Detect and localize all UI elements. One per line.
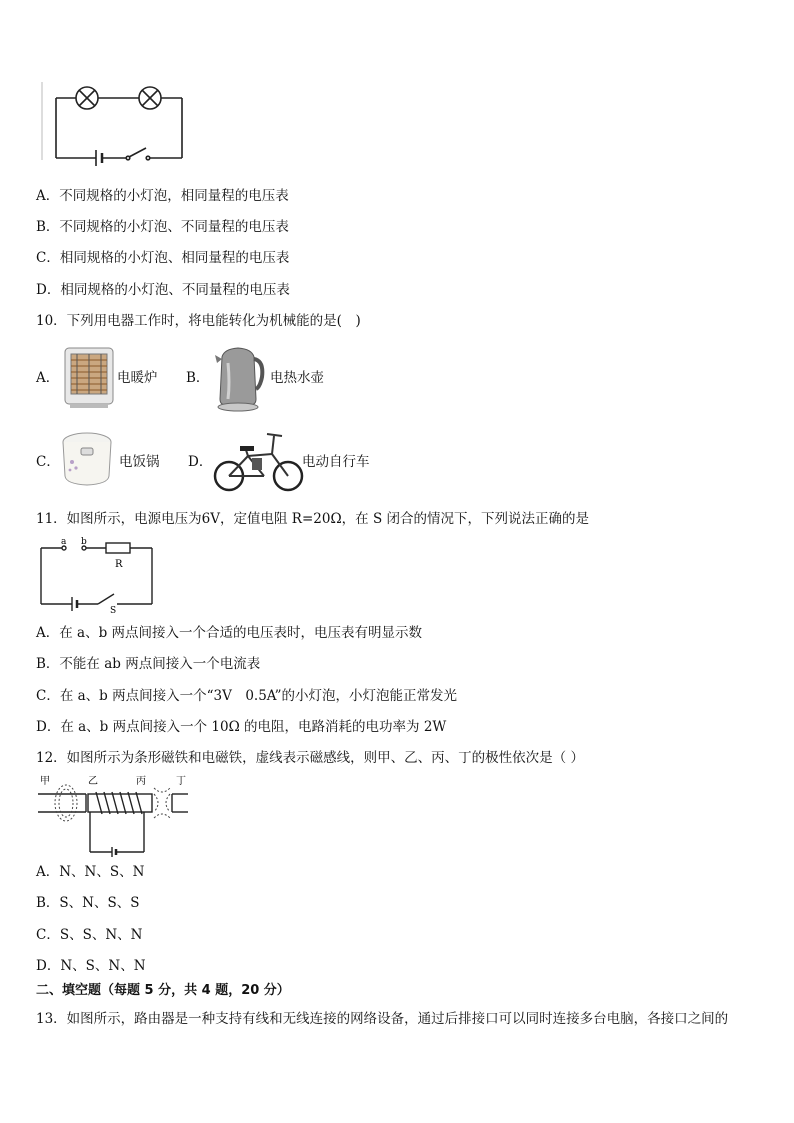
q10-option-d-label: 电动自行车: [302, 454, 370, 470]
q12-option-d[interactable]: D．N、S、N、N: [36, 958, 146, 974]
q12-magnet-figure: [38, 774, 194, 858]
q10-option-a-letter[interactable]: A．: [36, 370, 60, 386]
q11-circuit-figure: [38, 536, 158, 614]
q10-option-b-label: 电热水壶: [270, 370, 324, 386]
q12-label-bing: 丙: [136, 776, 146, 787]
section-heading-fill-in: 二、填空题（每题 5 分，共 4 题，20 分）: [36, 983, 290, 998]
q10-option-c-label: 电饭锅: [119, 454, 160, 470]
q12-label-ding: 丁: [176, 776, 186, 787]
q11-label-b: b: [81, 537, 87, 547]
q11-option-a[interactable]: A．在 a、b 两点间接入一个合适的电压表时，电压表有明显示数: [36, 625, 423, 641]
q13-stem: 13．如图所示，路由器是一种支持有线和无线连接的网络设备，通过后排接口可以同时连接多台电脑，各接口之间的: [36, 1011, 729, 1027]
q11-stem: 11．如图所示，电源电压为6V，定值电阻 R=20Ω，在 S 闭合的情况下，下列说法正确的是: [36, 511, 589, 527]
q10-option-b-letter[interactable]: B．: [186, 370, 210, 386]
q9-option-b[interactable]: B．不同规格的小灯泡、不同量程的电压表: [36, 219, 289, 235]
q10-option-a-label: 电暖炉: [117, 370, 158, 386]
q12-option-b[interactable]: B．S、N、S、S: [36, 895, 140, 911]
q11-option-c[interactable]: C．在 a、b 两点间接入一个“3V 0.5A”的小灯泡，小灯泡能正常发光: [36, 688, 457, 704]
q9-option-d[interactable]: D．相同规格的小灯泡、不同量程的电压表: [36, 282, 290, 298]
heater-image: [62, 344, 116, 410]
q12-label-yi: 乙: [88, 776, 98, 787]
electric-bicycle-image: [212, 428, 304, 494]
q11-label-r: R: [115, 559, 123, 570]
q10-option-c-letter[interactable]: C．: [36, 454, 60, 470]
q11-option-d[interactable]: D．在 a、b 两点间接入一个 10Ω 的电阻，电路消耗的电功率为 2W: [36, 719, 447, 735]
q9-option-a[interactable]: A．不同规格的小灯泡，相同量程的电压表: [36, 188, 289, 204]
kettle-image: [212, 343, 266, 413]
q10-option-d-letter[interactable]: D．: [188, 454, 213, 470]
q9-circuit-figure: [36, 80, 196, 170]
q9-option-c[interactable]: C．相同规格的小灯泡、相同量程的电压表: [36, 250, 290, 266]
q12-stem: 12．如图所示为条形磁铁和电磁铁，虚线表示磁感线，则甲、乙、丙、丁的极性依次是（ ）: [36, 750, 584, 766]
q11-option-b[interactable]: B．不能在 ab 两点间接入一个电流表: [36, 656, 261, 672]
q12-option-a[interactable]: A．N、N、S、N: [36, 864, 145, 880]
q10-stem: 10．下列用电器工作时，将电能转化为机械能的是( ): [36, 313, 361, 329]
rice-cooker-image: [60, 430, 114, 488]
q12-option-c[interactable]: C．S、S、N、N: [36, 927, 143, 943]
q12-label-jia: 甲: [40, 776, 50, 787]
q11-label-a: a: [61, 537, 67, 547]
q11-label-s: S: [110, 606, 117, 616]
